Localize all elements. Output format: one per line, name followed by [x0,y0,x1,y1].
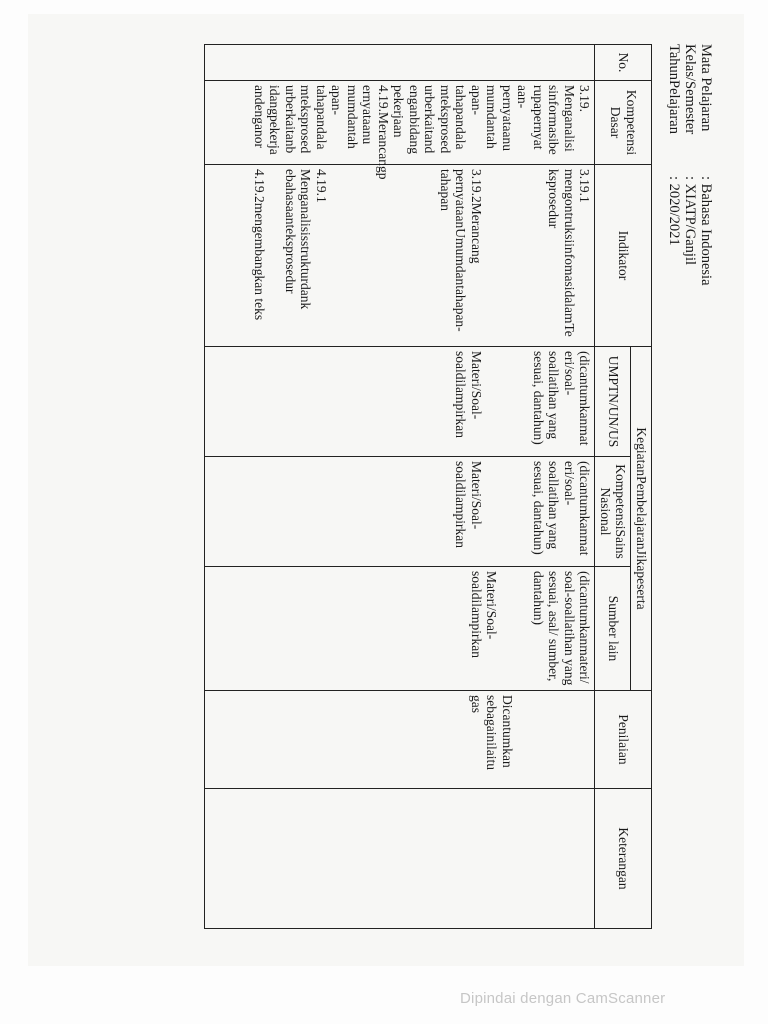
cell-line: pekerjaan [391,85,407,138]
cell-line [484,461,500,562]
cell-line [422,169,438,342]
cell-kompetensi-dasar [205,81,595,180]
cell-line [500,351,516,452]
cell-line [515,461,531,562]
cell-line [515,571,531,686]
cell-line: aan- [515,85,531,109]
cell-line [562,695,578,784]
col-indikator: Indikator [595,165,652,347]
cell-line: andenganor [252,85,267,148]
cell-line: ksprosedur [546,169,562,229]
cell-line: Materi/Soal- [469,461,484,530]
cell-line: soaldilampirkan [469,571,484,658]
cell-no [205,45,595,81]
cell-line [329,169,345,342]
camscanner-watermark: Dipindai dengan CamScanner [460,990,666,1007]
col-no: No. [595,45,652,81]
col-umptn: UMPTN/UN/US [595,347,631,457]
cell-line: 3.19.2Merancang [469,169,484,264]
document-header [666,44,714,286]
cell-line: gas [469,695,484,714]
cell-line [267,169,283,342]
cell-line: Dicantumkan [500,695,515,768]
cell-line: tahapandala [314,85,329,150]
lesson-table [205,44,653,929]
cell-line: soallatihan yang [546,351,562,440]
cell-line [577,695,593,784]
cell-line: mumdantah [345,85,360,149]
cell-line [345,169,361,342]
cell-line: idangpekerja [267,85,283,155]
cell-line [500,169,516,342]
header-value: : 2020/2021 [666,176,682,246]
cell-line: sinformasibe [546,85,562,155]
cell-line [515,351,531,452]
cell-line [376,169,392,342]
cell-line: mteksprosed [438,85,453,154]
cell-line: Menganalisi [562,85,577,152]
cell-umptn [205,347,595,457]
cell-line [484,351,500,452]
cell-line: eri/soal- [562,461,577,506]
cell-line: soallatihan yang [546,461,562,550]
cell-line: (dicantumkanmat [577,351,593,446]
cell-line [500,461,516,562]
cell-line: sebagainilaitu [484,695,500,770]
header-row-class [682,44,698,286]
col-penilaian: Penilaian [595,691,652,789]
col-sumber-lain: Sumber lain [595,567,631,691]
cell-line: 3.19.1 [577,169,593,203]
cell-line: pernyataanUmumdantahapan- [453,169,469,332]
header-row-year [666,44,682,286]
scanned-page [28,14,744,966]
cell-line: (dicantumkanmat [577,461,593,556]
cell-line [391,169,407,342]
cell-kompetensi-sains [205,457,595,567]
cell-line [531,695,547,784]
header-key: TahunPelajaran [666,44,682,134]
cell-line [407,169,423,342]
cell-line: sesuai, dantahun) [531,351,546,445]
header-key: Kelas/Semester [682,44,698,135]
cell-line [500,571,516,686]
table-row [205,45,595,929]
cell-line: urberkaitanb [283,85,298,154]
cell-line: 4.19.2mengembangkan teks [252,169,267,321]
cell-line: Materi/Soal- [484,571,500,640]
cell-line [515,695,531,784]
cell-line: mteksprosed [298,85,314,154]
cell-line: dantahun) [531,571,546,625]
cell-line: sesuai, dantahun) [531,461,546,555]
cell-line: soal-soallatihan yang [562,571,577,686]
cell-line [484,169,500,342]
cell-line: tahapan [438,169,453,211]
header-value: : Bahasa Indonesia [698,176,714,286]
cell-line: rupapernyat [531,85,546,150]
cell-line: ebahasaanteksprosedur [283,169,298,294]
header-value: : XIATP/Ganjil [682,176,698,266]
cell-line: ernyataanu [360,85,376,145]
header-row-subject [698,44,714,286]
cell-line: mumdantah [484,85,500,149]
header-row-1 [631,45,652,929]
cell-line: soaldilampirkan [453,461,469,548]
col-keterangan: Keterangan [595,789,652,929]
cell-line [515,169,531,342]
cell-line: Materi/Soal- [469,351,484,420]
col-kompetensi-sains: KompetensiSains Nasional [595,457,631,567]
cell-indikator [205,165,595,347]
cell-sumber-lain [205,567,595,691]
cell-line: mengontruksiinfomasidalamTe [562,169,577,337]
col-kompetensi-dasar: Kompetensi Dasar [595,81,652,165]
cell-line: apan- [329,85,345,115]
cell-line: sesuai, asal/ sumber, [546,571,562,682]
cell-line: apan- [469,85,484,115]
cell-penilaian [205,691,595,789]
cell-line: tahapandala [453,85,469,150]
rotated-content [28,14,744,954]
cell-line: Menganalisisstrukturdank [298,169,314,310]
cell-line: soaldilampirkan [453,351,469,438]
header-key: Mata Pelajaran [698,44,714,132]
cell-line [360,169,376,342]
cell-line: pernyataanu [500,85,515,151]
cell-line: eri/soal- [562,351,577,396]
cell-line [546,695,562,784]
cell-line: enganbidang [407,85,422,154]
cell-line: 4.19.Merancangp [376,85,391,180]
cell-line: 3.19. [577,85,593,112]
cell-keterangan [205,789,595,929]
cell-line: 4.19.1 [314,169,329,203]
cell-line: (dicantumkanmateri/ [577,571,593,684]
cell-line [531,169,547,342]
cell-line: urberkaitand [422,85,438,154]
col-group-kegiatan: KegiatanPembelajaranJikapeserta [631,347,652,691]
